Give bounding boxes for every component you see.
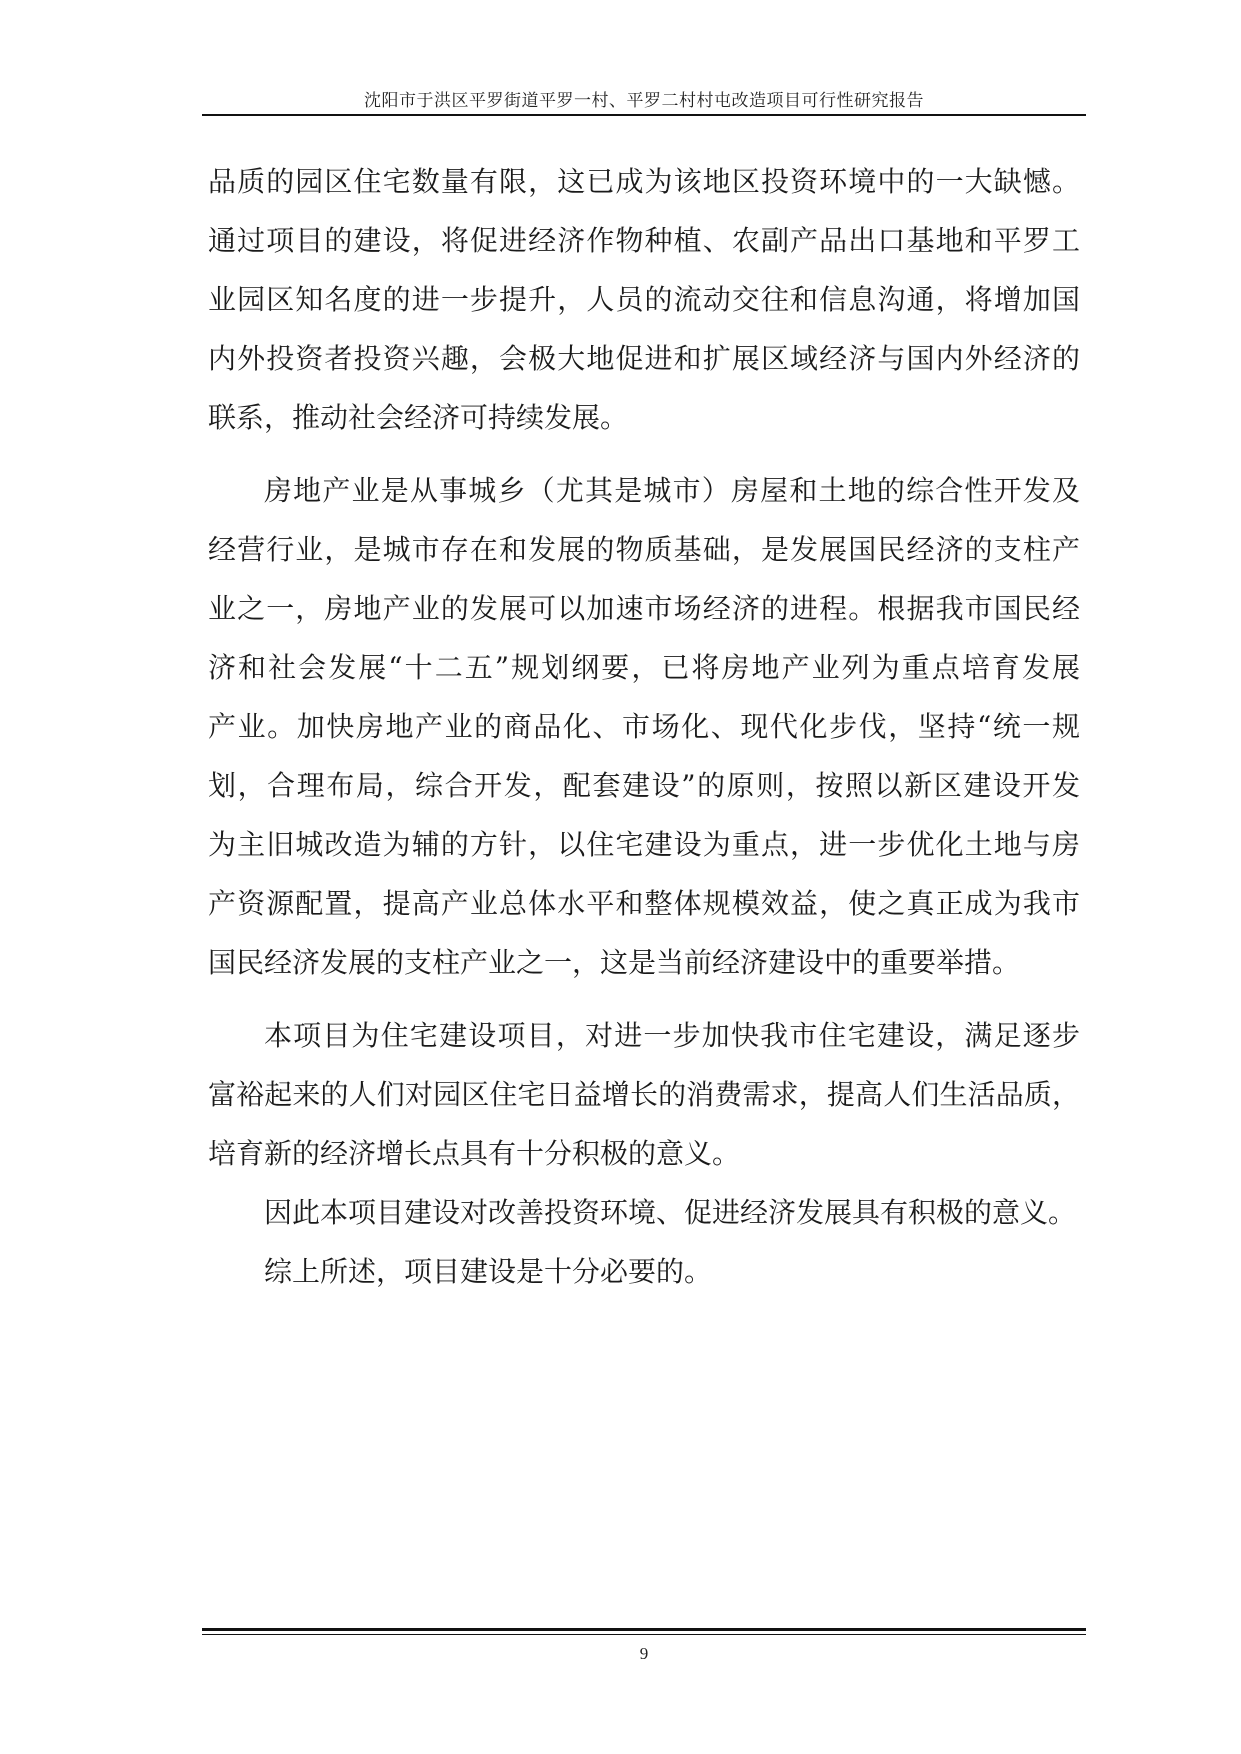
- paragraph-3: [208, 1006, 1080, 1183]
- text-line: 产业。加快房地产业的商品化、市场化、现代化步伐，坚持“统一规: [208, 710, 1080, 743]
- text-line: 房地产业是从事城乡（尤其是城市）房屋和土地的综合性开发及: [264, 474, 1080, 507]
- paragraph-1: [208, 152, 1080, 447]
- page-number: 9: [639, 1644, 649, 1663]
- text-line: 内外投资者投资兴趣，会极大地促进和扩展区域经济与国内外经济的: [208, 342, 1080, 375]
- text-line: 业园区知名度的进一步提升，人员的流动交往和信息沟通，将增加国: [208, 283, 1080, 316]
- paragraph-5: [208, 1242, 1080, 1301]
- paragraph-2: [208, 461, 1080, 992]
- text-line: 业之一，房地产业的发展可以加速市场经济的进程。根据我市国民经: [208, 592, 1080, 625]
- text-line: 经营行业，是城市存在和发展的物质基础，是发展国民经济的支柱产: [208, 533, 1080, 566]
- paragraph-4: [208, 1183, 1080, 1242]
- text-line: 富裕起来的人们对园区住宅日益增长的消费需求，提高人们生活品质，: [208, 1078, 1080, 1111]
- text-line: 通过项目的建设，将促进经济作物种植、农副产品出口基地和平罗工: [208, 224, 1080, 257]
- text-line: 因此本项目建设对改善投资环境、促进经济发展具有积极的意义。: [264, 1196, 1077, 1229]
- footer-divider-thin: [202, 1634, 1086, 1635]
- text-line: 联系，推动社会经济可持续发展。: [208, 401, 629, 434]
- paragraph-spacer: [208, 447, 1080, 461]
- text-line: 培育新的经济增长点具有十分积极的意义。: [208, 1137, 741, 1170]
- text-line: 产资源配置，提高产业总体水平和整体规模效益，使之真正成为我市: [208, 887, 1080, 920]
- document-header-title: 沈阳市于洪区平罗街道平罗一村、平罗二村村屯改造项目可行性研究报告: [364, 91, 924, 111]
- text-line: 为主旧城改造为辅的方针，以住宅建设为重点，进一步优化土地与房: [208, 828, 1080, 861]
- text-line: 综上所述，项目建设是十分必要的。: [264, 1255, 713, 1288]
- paragraph-spacer: [208, 992, 1080, 1006]
- text-line: 济和社会发展“十二五”规划纲要，已将房地产业列为重点培育发展: [208, 651, 1080, 684]
- footer-divider-thick: [202, 1628, 1086, 1631]
- text-line: 品质的园区住宅数量有限，这已成为该地区投资环境中的一大缺憾。: [208, 165, 1080, 198]
- text-line: 本项目为住宅建设项目，对进一步加快我市住宅建设，满足逐步: [264, 1019, 1080, 1052]
- document-body: [208, 152, 1080, 1301]
- text-line: 国民经济发展的支柱产业之一，这是当前经济建设中的重要举措。: [208, 946, 1021, 979]
- header-divider: [202, 114, 1086, 116]
- text-line: 划，合理布局，综合开发，配套建设”的原则，按照以新区建设开发: [208, 769, 1080, 802]
